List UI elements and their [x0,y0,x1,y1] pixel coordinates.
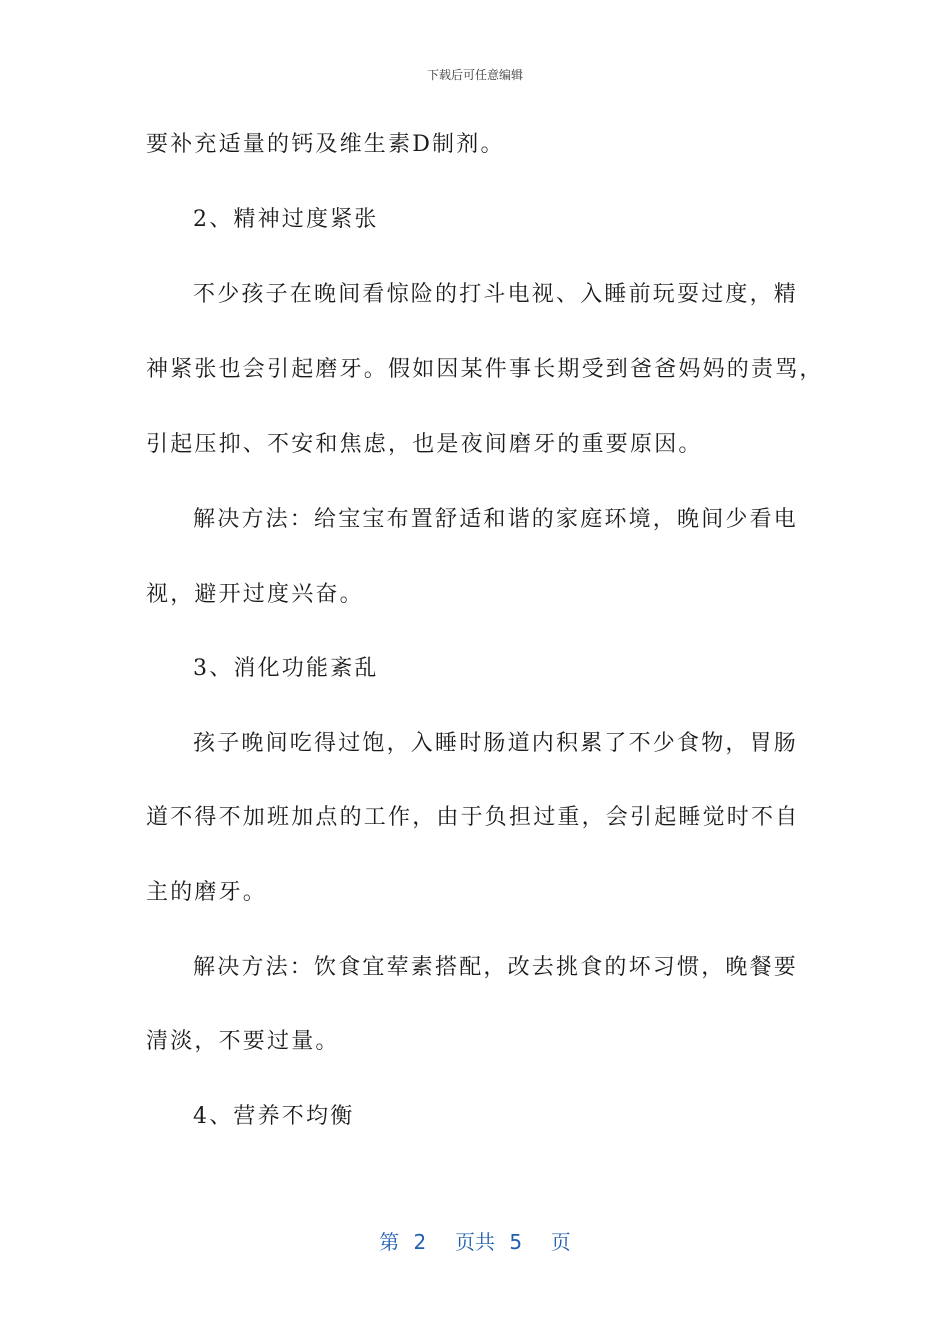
section-heading: 2、精神过度紧张 [193,207,379,232]
text-line: 道不得不加班加点的工作，由于负担过重，会引起睡觉时不自 [146,805,800,830]
section-heading: 3、消化功能紊乱 [193,656,379,681]
page-header: 下载后可任意编辑 [426,68,523,82]
page-footer: 第 2 页共 5 页 [379,1230,571,1254]
text-line: 要补充适量的钙及维生素D制剂。 [146,132,505,157]
text-line: 解决方法：饮食宜荤素搭配，改去挑食的坏习惯，晚餐要 [193,955,799,980]
text-line: 神紧张也会引起磨牙。假如因某件事长期受到爸爸妈妈的责骂， [146,357,824,382]
text-line: 主的磨牙。 [146,880,268,905]
section-heading: 4、营养不均衡 [193,1104,355,1129]
text-line: 解决方法：给宝宝布置舒适和谐的家庭环境，晚间少看电 [193,507,799,532]
text-line: 不少孩子在晚间看惊险的打斗电视、入睡前玩耍过度，精 [193,282,799,307]
text-line: 孩子晚间吃得过饱，入睡时肠道内积累了不少食物，胃肠 [193,731,799,756]
text-line: 引起压抑、不安和焦虑，也是夜间磨牙的重要原因。 [146,432,703,457]
text-line: 清淡，不要过量。 [146,1029,340,1054]
text-line: 视，避开过度兴奋。 [146,582,364,607]
